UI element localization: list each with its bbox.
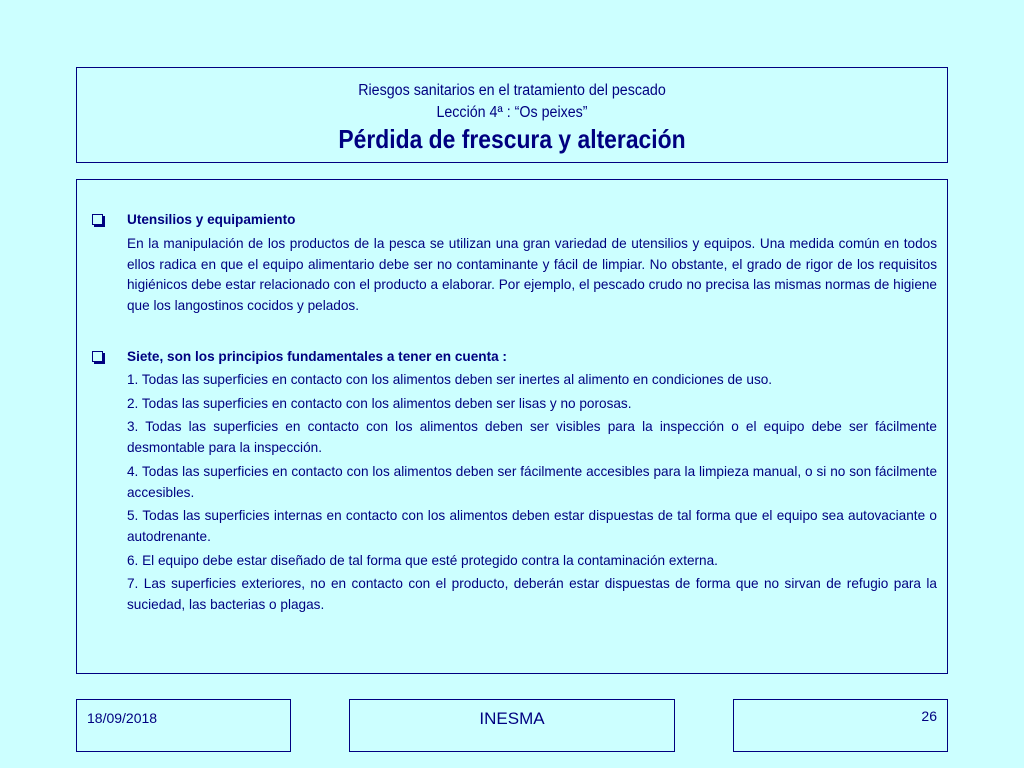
course-title: Riesgos sanitarios en el tratamiento del pescado: [358, 82, 666, 99]
section-principles: [89, 347, 937, 616]
section-utensils: [89, 210, 937, 317]
principle-item: 2. Todas las superficies en contacto con los alimentos deben ser lisas y no porosas.: [127, 395, 632, 411]
slide-header: [76, 67, 948, 163]
checkbox-bullet-icon: [92, 214, 103, 225]
footer-page-box: [733, 699, 948, 752]
footer-date: 18/09/2018: [87, 710, 158, 726]
principle-item: 1. Todas las superficies en contacto con los alimentos deben ser inertes al alimento en condiciones de uso.: [127, 372, 773, 387]
principle-item: 6. El equipo debe estar diseñado de tal forma que esté protegido contra la contaminación externa.: [127, 552, 718, 568]
footer-date-box: [76, 699, 291, 752]
slide-title: Pérdida de frescura y alteración: [338, 124, 686, 154]
principle-item: 3. Todas las superficies en contacto con los alimentos deben ser visibles para la inspección o el equipo debe ser fácilmente desmontable para la inspección.: [127, 419, 937, 456]
page-number: 26: [921, 708, 937, 724]
principle-item: 4. Todas las superficies en contacto con los alimentos deben ser fácilmente accesibles para la limpieza manual, o si no son fácilmente accesibles.: [127, 463, 937, 500]
lesson-subtitle: Lección 4ª : “Os peixes”: [436, 104, 588, 121]
footer-organization: INESMA: [479, 709, 545, 728]
principle-item: 7. Las superficies exteriores, no en contacto con el producto, deberán estar dispuestas de forma que no sirvan de refugio para la suciedad, las bacterias o plagas.: [127, 576, 937, 613]
section-heading: [89, 347, 937, 367]
checkbox-bullet-icon: [92, 351, 103, 362]
section-heading-text: Siete, son los principios fundamentales a tener en cuenta :: [127, 349, 507, 364]
section-paragraph: En la manipulación de los productos de la pesca se utilizan una gran variedad de utensilios y equipos. Una medida común en todos ellos radica en que el equipo alimentario debe ser no contaminante y fácil de limpiar. No obstante, el grado de rigor de los requisitos higiénicos debe estar relacionado con el producto a elaborar. Por ejemplo, el pescado crudo no precisa las mismas normas de higiene que los langostinos cocidos y pelados.: [127, 236, 937, 314]
principle-item: 5. Todas las superficies internas en contacto con los alimentos deben estar dispuestas de tal forma que el equipo sea autovaciante o autodrenante.: [127, 508, 937, 544]
footer-organization-box: [349, 699, 675, 752]
section-heading-text: Utensilios y equipamiento: [127, 212, 296, 227]
slide-content: [76, 179, 948, 674]
section-heading: [89, 210, 937, 230]
